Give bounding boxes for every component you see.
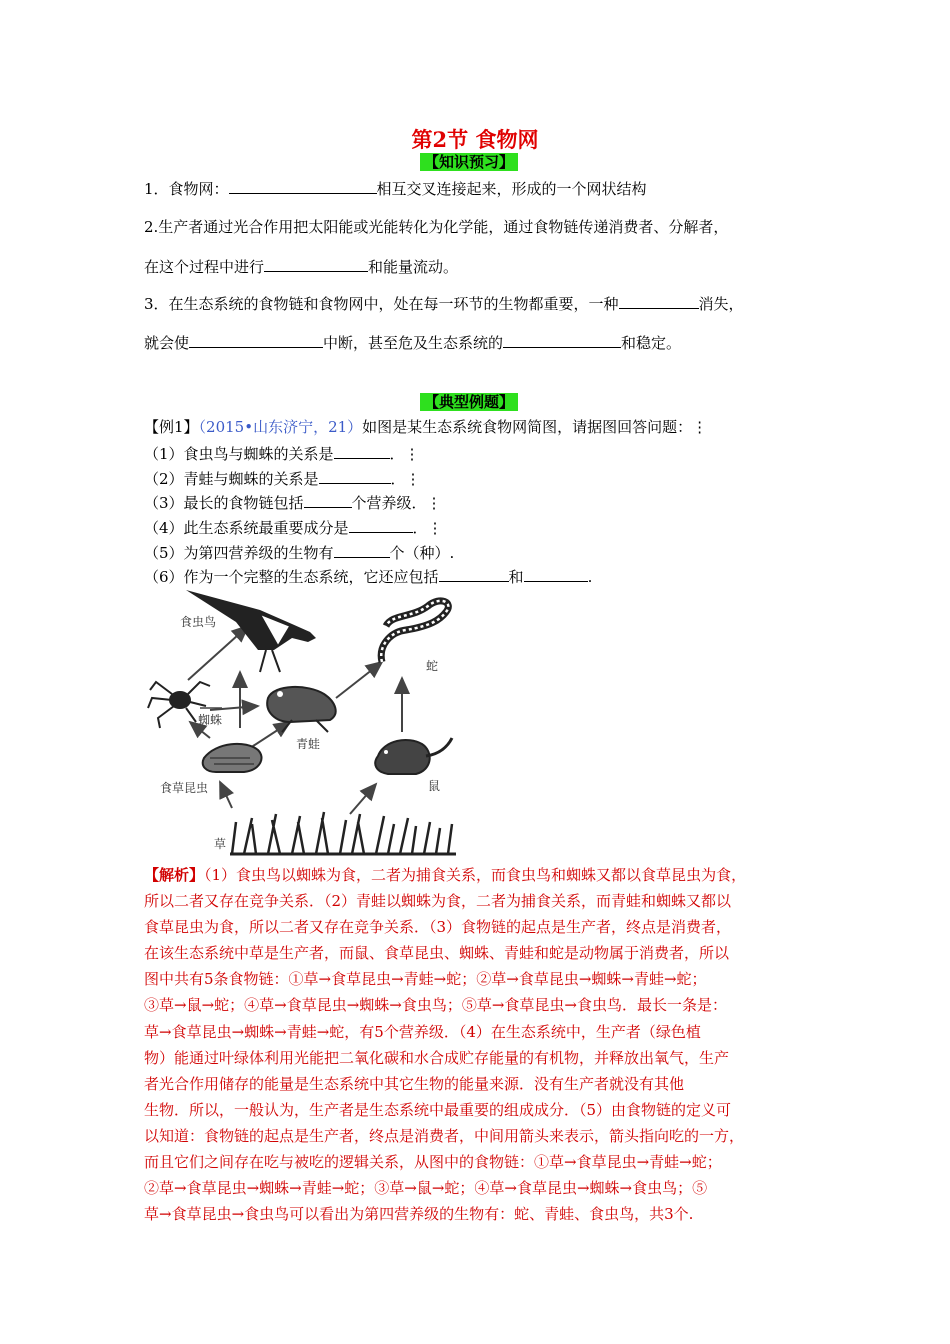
analysis-line: 生物．所以，一般认为，生产者是生态系统中最重要的组成成分．（5）由食物链的定义可 bbox=[144, 1100, 732, 1119]
insect-icon bbox=[203, 744, 262, 772]
page-title: 第2节 食物网 bbox=[411, 127, 539, 152]
analysis-block bbox=[144, 862, 816, 1227]
preview-question-3-line1: 3．在生态系统的食物链和食物网中，处在每一环节的生物都重要，一种 消失， bbox=[144, 295, 744, 313]
analysis-line: 而且它们之间存在吃与被吃的逻辑关系，从图中的食物链：①草→食草昆虫→青蛙→蛇； bbox=[144, 1153, 722, 1172]
analysis-line: 草→食草昆虫→蜘蛛→青蛙→蛇，有5个营养级．（4）在生态系统中，生产者（绿色植 bbox=[144, 1022, 701, 1041]
arrow-spider-to-bird bbox=[188, 626, 248, 680]
answer-blank bbox=[334, 443, 390, 459]
analysis-line: 在该生态系统中草是生产者，而鼠、食草昆虫、蜘蛛、青蛙和蛇是动物属于消费者，所以 bbox=[144, 944, 730, 963]
answer-blank bbox=[503, 332, 621, 348]
example-question-1: （1）食虫鸟与蜘蛛的关系是 ．⋮ bbox=[144, 445, 420, 463]
food-web-figure bbox=[140, 586, 490, 858]
label-bird: 食虫鸟 bbox=[180, 615, 217, 629]
label-snake: 蛇 bbox=[426, 659, 439, 673]
analysis-line: 所以二者又存在竞争关系．（2）青蛙以蜘蛛为食，二者为捕食关系，而青蛙和蜘蛛又都以 bbox=[144, 892, 732, 911]
preview-question-2-line1: 2.生产者通过光合作用把太阳能或光能转化为化学能，通过食物链传递消费者、分解者， bbox=[144, 218, 729, 236]
analysis-line: 【解析】（1）食虫鸟以蜘蛛为食，二者为捕食关系，而食虫鸟和蜘蛛又都以食草昆虫为食， bbox=[144, 866, 747, 884]
frog-icon bbox=[267, 687, 335, 732]
analysis-line: 物）能通过叶绿体利用光能把二氧化碳和水合成贮存能量的有机物，并释放出氧气，生产 bbox=[144, 1048, 730, 1067]
label-mouse: 鼠 bbox=[428, 779, 441, 793]
example-intro: 【例1】（2015•山东济宁，21）如图是某生态系统食物网简图，请据图回答问题：⋮ bbox=[144, 418, 708, 436]
answer-blank bbox=[524, 566, 588, 582]
example-question-2: （2）青蛙与蜘蛛的关系是 ．⋮ bbox=[144, 470, 421, 488]
preview-question-1: 1．食物网： 相互交叉连接起来，形成的一个网状结构 bbox=[144, 180, 647, 198]
example-question-6: （6）作为一个完整的生态系统，它还应包括 和 . bbox=[144, 568, 593, 586]
answer-blank bbox=[264, 256, 368, 272]
analysis-line: 以知道：食物链的起点是生产者，终点是消费者，中间用箭头来表示，箭头指向吃的一方， bbox=[144, 1126, 745, 1145]
arrow-grass-to-insect bbox=[220, 782, 232, 808]
answer-blank bbox=[334, 542, 390, 558]
analysis-line: 者光合作用储存的能量是生态系统中其它生物的能量来源．没有生产者就没有其他 bbox=[144, 1074, 685, 1093]
arrow-grass-to-mouse bbox=[350, 784, 376, 814]
example-question-4: （4）此生态系统最重要成分是 ．⋮ bbox=[144, 519, 443, 537]
grass-icon bbox=[230, 812, 456, 854]
arrow-insect-to-frog bbox=[250, 722, 290, 748]
analysis-line: ③草→鼠→蛇；④草→食草昆虫→蜘蛛→食虫鸟；⑤草→食草昆虫→食虫鸟．最长一条是： bbox=[144, 996, 727, 1015]
label-grass: 草 bbox=[214, 837, 227, 851]
preview-question-2-line2: 在这个过程中进行 和能量流动。 bbox=[144, 258, 459, 276]
analysis-line: 图中共有5条食物链：①草→食草昆虫→青蛙→蛇；②草→食草昆虫→蜘蛛→青蛙→蛇； bbox=[144, 970, 707, 989]
answer-blank bbox=[304, 492, 352, 508]
label-spider: 蜘蛛 bbox=[198, 713, 223, 727]
label-insect: 食草昆虫 bbox=[160, 781, 209, 795]
label-frog: 青蛙 bbox=[296, 737, 321, 751]
preview-heading: 【知识预习】 bbox=[420, 152, 518, 172]
answer-blank bbox=[319, 468, 391, 484]
example-heading: 【典型例题】 bbox=[420, 392, 518, 412]
answer-blank bbox=[349, 517, 413, 533]
answer-blank bbox=[189, 332, 323, 348]
answer-blank bbox=[439, 566, 509, 582]
arrow-frog-to-snake bbox=[336, 662, 382, 698]
analysis-line: 食草昆虫为食，所以二者又存在竞争关系．（3）食物链的起点是生产者，终点是消费者， bbox=[144, 918, 732, 937]
snake-icon bbox=[381, 601, 448, 662]
analysis-line: 草→食草昆虫→食虫鸟可以看出为第四营养级的生物有：蛇、青蛙、食虫鸟，共3个. bbox=[144, 1205, 694, 1224]
analysis-line: ②草→食草昆虫→蜘蛛→青蛙→蛇；③草→鼠→蛇；④草→食草昆虫→蜘蛛→食虫鸟；⑤ bbox=[144, 1179, 708, 1198]
preview-question-3-line2: 就会使 中断，甚至危及生态系统的 和稳定。 bbox=[144, 334, 682, 352]
answer-blank bbox=[619, 293, 699, 309]
example-question-5: （5）为第四营养级的生物有 个（种）. bbox=[144, 544, 455, 562]
mouse-icon bbox=[375, 738, 452, 774]
answer-blank bbox=[229, 178, 377, 194]
bird-icon bbox=[186, 590, 316, 672]
example-question-3: （3）最长的食物链包括 个营养级．⋮ bbox=[144, 494, 442, 512]
